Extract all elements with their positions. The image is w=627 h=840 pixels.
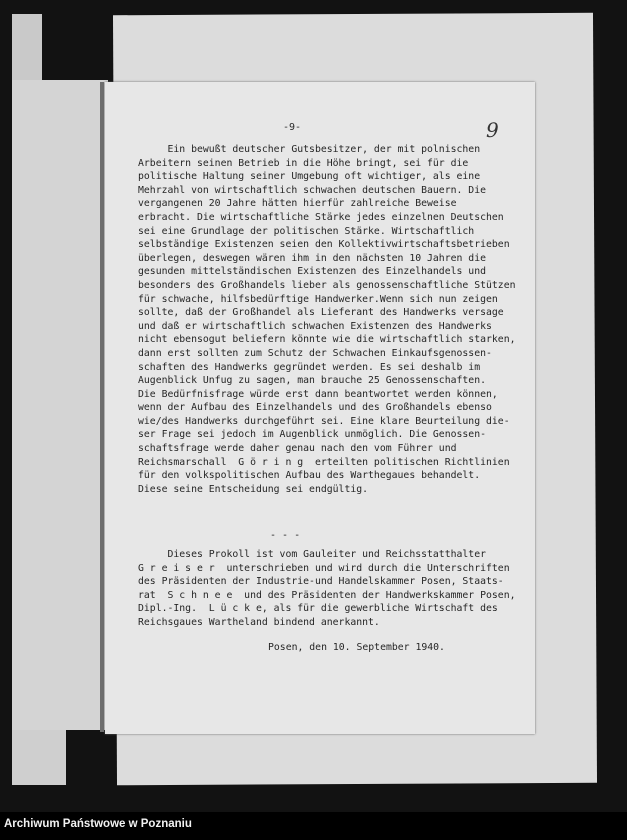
text-line: des Präsidenten der Industrie-und Handelskammer Posen, Staats- — [138, 576, 504, 588]
text-line: rat S c h n e e und des Präsidenten der Handwerkskammer Posen, — [138, 589, 516, 601]
left-paper-strip-top — [12, 14, 42, 80]
text-line: Mehrzahl von wirtschaftlich schwachen deutschen Bauern. Die — [138, 184, 486, 196]
handwritten-page-mark: 9 — [486, 118, 499, 142]
text-line: für schwache, hilfsbedürftige Handwerker.Wenn sich nun zeigen — [138, 293, 498, 305]
protocol-paragraph — [138, 548, 516, 630]
archive-label: Archiwum Państwowe w Poznaniu — [4, 818, 192, 830]
text-line: Reichsmarschall G ö r i n g erteilten politischen Richtlinien — [138, 456, 510, 468]
text-line: Die Bedürfnisfrage würde erst dann beantwortet werden können, — [138, 388, 498, 400]
page-edge-shadow — [100, 82, 104, 732]
text-line: vergangenen 20 Jahre hätten hierfür zahlreiche Beweise — [138, 198, 457, 210]
text-line: Diese seine Entscheidung sei endgültig. — [138, 483, 369, 495]
text-line: selbständige Existenzen seien den Kollektivwirtschaftsbetrieben — [138, 239, 510, 251]
text-line: dann erst sollten zum Schutz der Schwachen Einkaufsgenossen- — [138, 347, 492, 359]
text-line: G r e i s e r unterschrieben und wird durch die Unterschriften — [138, 562, 510, 574]
left-paper-strip-bottom — [12, 730, 66, 785]
text-line: gesunden mittelständischen Existenzen des Einzelhandels und — [138, 266, 486, 278]
text-line: erbracht. Die wirtschaftliche Stärke jedes einzelnen Deutschen — [138, 211, 504, 223]
body-paragraph — [138, 143, 516, 496]
text-line: schaftsfrage werde daher genau nach den vom Führer und — [138, 443, 457, 455]
text-line: sei eine Grundlage der politischen Stärke. Wirtschaftlich — [138, 225, 475, 237]
text-line: für den volkspolitischen Aufbau des Warthegaues behandelt. — [138, 470, 481, 482]
text-line: Augenblick Unfug zu sagen, man brauche 25 Genossenschaften. — [138, 375, 486, 387]
text-line: besonders des Großhandels lieber als genossenschaftliche Stützen — [138, 279, 516, 291]
text-line: schaften des Handwerks gegründet werden. Es sei deshalb im — [138, 361, 481, 373]
text-line: politische Haltung seiner Umgebung oft wichtiger, als eine — [138, 171, 481, 183]
text-line: wenn der Aufbau des Einzelhandels und des Großhandels ebenso — [138, 402, 492, 414]
text-line: sollte, daß der Großhandel als Lieferant des Handwerks versage — [138, 307, 504, 319]
text-line: und daß er wirtschaftlich schwachen Existenzen des Handwerks — [138, 320, 492, 332]
text-line: nicht ebensogut beliefern könnte wie die wirtschaftlich starken, — [138, 334, 516, 346]
left-paper-strip — [12, 80, 108, 730]
text-line: Dieses Prokoll ist vom Gauleiter und Reichsstatthalter — [138, 549, 486, 560]
page-number: -9- — [283, 122, 302, 133]
text-line: wie/des Handwerks durchgeführt sei. Eine klare Beurteilung die- — [138, 415, 510, 427]
text-line: Reichsgaues Wartheland bindend anerkannt. — [138, 616, 380, 628]
place-date-line: Posen, den 10. September 1940. — [268, 642, 445, 653]
text-line: Arbeitern seinen Betrieb in die Höhe bringt, sei für die — [138, 157, 469, 169]
section-separator: - - - — [270, 530, 301, 541]
footer-bar — [0, 812, 627, 840]
text-line: Dipl.-Ing. L ü c k e, als für die gewerbliche Wirtschaft des — [138, 603, 498, 615]
text-line: Ein bewußt deutscher Gutsbesitzer, der mit polnischen — [138, 144, 481, 155]
text-line: ser Frage sei jedoch im Augenblick unmöglich. Die Genossen- — [138, 429, 486, 441]
text-line: überlegen, deswegen wären ihm in den nächsten 10 Jahren die — [138, 252, 486, 264]
